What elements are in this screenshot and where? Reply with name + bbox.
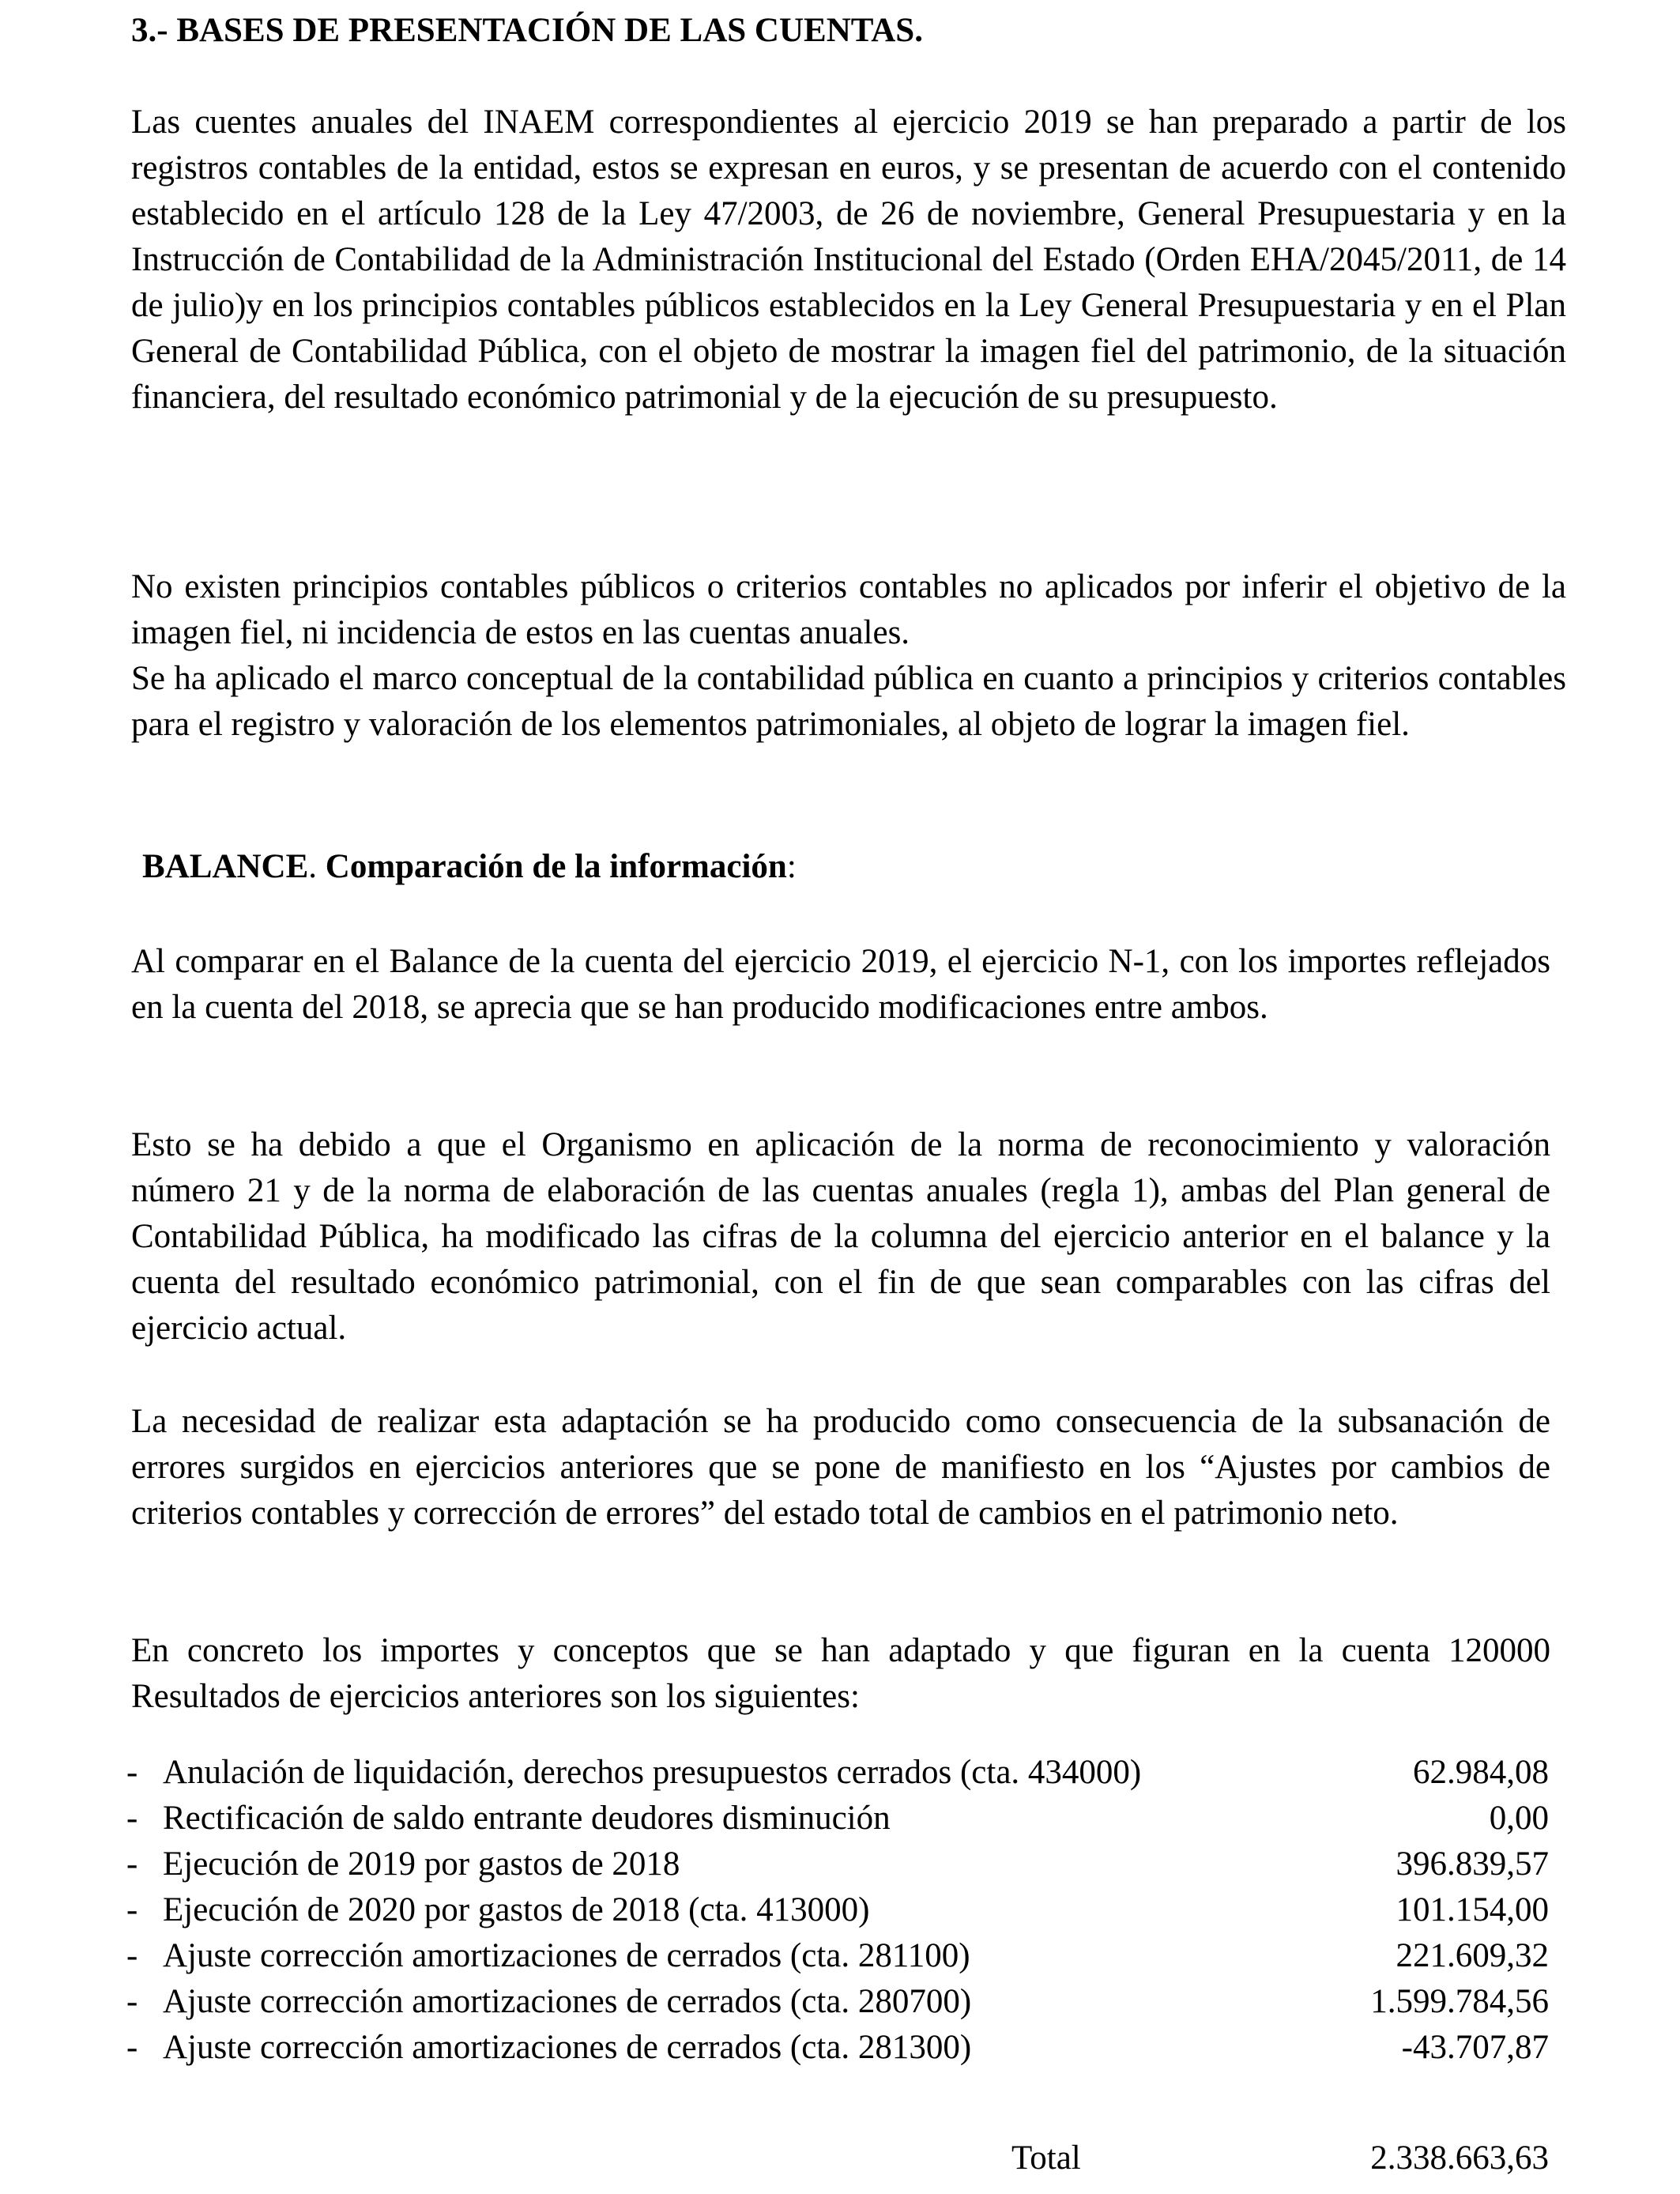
list-item: [126, 1842, 1549, 1887]
paragraph-norma: Esto se ha debido a que el Organismo en aplicación de la norma de reconocimiento y valoración número 21 y de la norma de elaboración de las cuentas anuales (regla 1), ambas del Plan general de Contabilidad Pública, ha modificado las cifras de la columna del ejercicio anterior en el balance y la cuenta del resultado económico patrimonial, con el fin de que sean comparables con las cifras del ejercicio actual.: [131, 1126, 1550, 1347]
paragraph-bases: Las cuentes anuales del INAEM correspondientes al ejercicio 2019 se han preparado a partir de los registros contables de la entidad, estos se expresan en euros, y se presentan de acuerdo con el contenido establecido en el artículo 128 de la Ley 47/2003, de 26 de noviembre, General Presupuestaria y en la Instrucción de Contabilidad de la Administración Institucional del Estado (Orden EHA/2045/2011, de 14 de julio)y en los principios contables públicos establecidos en la Ley General Presupuestaria y en el Plan General de Contabilidad Pública, con el objeto de mostrar la imagen fiel del patrimonio, de la situación financiera, del resultado económico patrimonial y de la ejecución de su presupuesto.: [131, 104, 1566, 416]
list-item: [126, 1979, 1549, 2025]
paragraph-importes: En concreto los importes y conceptos que se han adaptado y que figuran en la cuenta 120000 Resultados de ejercicios anteriores son los siguientes:: [131, 1632, 1550, 1715]
item-label: Ajuste corrección amortizaciones de cerrados (cta. 281300): [163, 2029, 972, 2066]
subheading-colon: :: [786, 848, 797, 885]
item-amount: 0,00: [1489, 1800, 1549, 1837]
item-dash: -: [126, 1891, 138, 1928]
item-dash: -: [126, 1800, 138, 1837]
item-amount: -43.707,87: [1401, 2029, 1549, 2066]
paragraph-principios: No existen principios contables públicos o criterios contables no aplicados por inferir el objetivo de la imagen fiel, ni incidencia de estos en las cuentas anuales.: [131, 568, 1566, 651]
total-row: [1011, 2136, 1549, 2181]
section-heading: 3.- BASES DE PRESENTACIÓN DE LAS CUENTAS.: [131, 12, 923, 49]
item-amount: 62.984,08: [1413, 1754, 1549, 1791]
item-amount: 1.599.784,56: [1370, 1983, 1549, 2020]
comparacion-label: Comparación de la información: [325, 848, 787, 885]
item-amount: 221.609,32: [1396, 1937, 1549, 1974]
item-label: Ejecución de 2019 por gastos de 2018: [163, 1845, 680, 1883]
item-label: Rectificación de saldo entrante deudores disminución: [163, 1800, 891, 1837]
paragraph-adaptacion: La necesidad de realizar esta adaptación se ha producido como consecuencia de la subsanación de errores surgidos en ejercicios anteriores que se pone de manifiesto en los “Ajustes por cambios de criterios contables y corrección de errores” del estado total de cambios en el patrimonio neto.: [131, 1403, 1550, 1532]
item-label: Anulación de liquidación, derechos presupuestos cerrados (cta. 434000): [163, 1754, 1142, 1791]
item-label: Ejecución de 2020 por gastos de 2018 (cta. 413000): [163, 1891, 870, 1928]
list-item: [126, 1796, 1549, 1842]
list-item: [126, 2025, 1549, 2071]
item-amount: 396.839,57: [1396, 1845, 1549, 1883]
balance-subheading: [142, 844, 797, 890]
paragraph-marco-conceptual: Se ha aplicado el marco conceptual de la contabilidad pública en cuanto a principios y criterios contables para el registro y valoración de los elementos patrimoniales, al objeto de lograr la imagen fiel.: [131, 660, 1566, 743]
list-item: [126, 1933, 1549, 1979]
balance-separator: .: [308, 848, 326, 885]
item-dash: -: [126, 1983, 138, 2020]
item-dash: -: [126, 2029, 138, 2066]
balance-label: BALANCE: [142, 848, 309, 885]
list-item: [126, 1887, 1549, 1933]
item-dash: -: [126, 1937, 138, 1974]
item-dash: -: [126, 1845, 138, 1883]
total-label: Total: [1011, 2139, 1081, 2177]
item-dash: -: [126, 1754, 138, 1791]
list-item: [126, 1750, 1549, 1796]
item-label: Ajuste corrección amortizaciones de cerrados (cta. 280700): [163, 1983, 972, 2020]
item-label: Ajuste corrección amortizaciones de cerrados (cta. 281100): [163, 1937, 970, 1974]
item-amount: 101.154,00: [1396, 1891, 1549, 1928]
paragraph-comparacion: Al comparar en el Balance de la cuenta del ejercicio 2019, el ejercicio N-1, con los importes reflejados en la cuenta del 2018, se aprecia que se han producido modificaciones entre ambos.: [131, 943, 1550, 1026]
total-amount: 2.338.663,63: [1370, 2139, 1549, 2177]
adjustments-list: [126, 1750, 1549, 2071]
